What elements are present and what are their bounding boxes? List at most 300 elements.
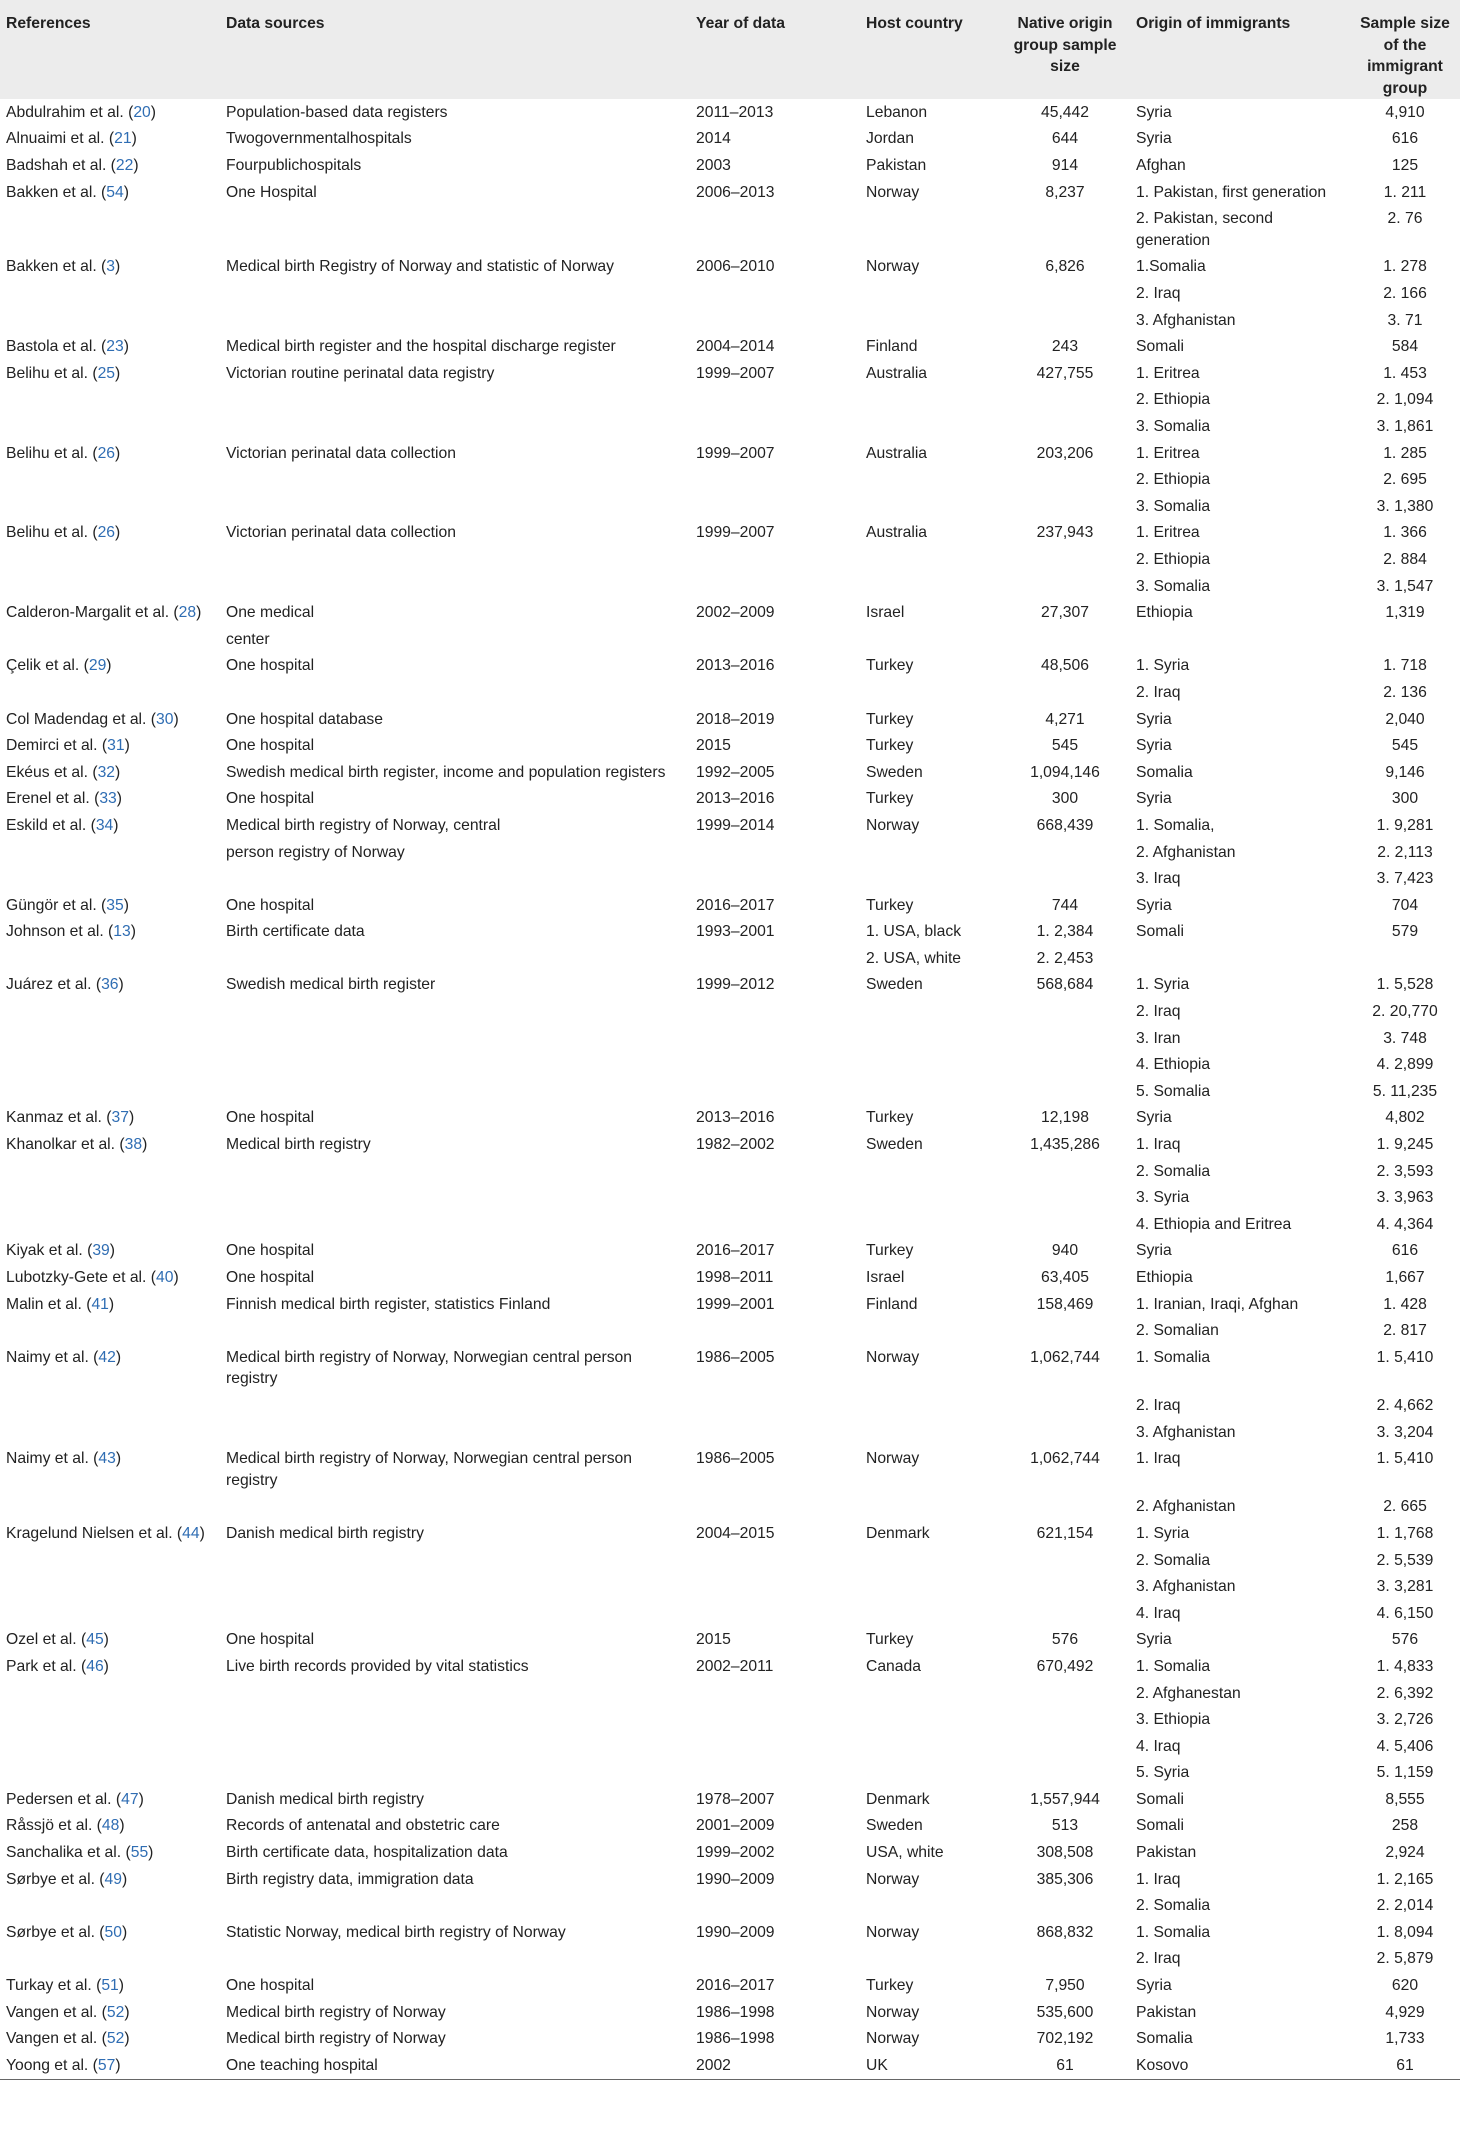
data-source-cell: person registry of Norway <box>226 843 405 861</box>
header-origin-of-immigrants: Origin of immigrants <box>1136 15 1291 32</box>
year-cell: 2013–2016 <box>696 790 775 808</box>
immigrant-sample-cell: 3. 3,963 <box>1376 1189 1434 1207</box>
reference-cell: Badshah et al. (22) <box>6 157 139 175</box>
table-row <box>0 812 1460 839</box>
reference-cell <box>0 1318 220 1345</box>
reference-cell <box>0 679 220 706</box>
table-row <box>0 1025 1460 1052</box>
immigrant-sample-cell: 1. 718 <box>1383 657 1427 675</box>
immigrant-sample-cell: 616 <box>1391 130 1419 148</box>
native-sample-cell <box>1000 1211 1130 1238</box>
immigrant-sample-cell: 2. 5,879 <box>1376 1950 1434 1968</box>
year-cell <box>690 1078 860 1105</box>
origin-cell: 1. Somalia <box>1136 1348 1211 1366</box>
host-country-cell: Turkey <box>866 790 914 808</box>
origin-cell: Pakistan <box>1136 2003 1197 2021</box>
reference-cell: Malin et al. (41) <box>6 1295 115 1313</box>
year-cell: 2016–2017 <box>696 896 775 914</box>
reference-author: Khanolkar et al. <box>6 1136 116 1154</box>
host-country-cell: Denmark <box>866 1524 930 1542</box>
host-country-cell <box>860 1946 1000 1973</box>
year-cell: 2013–2016 <box>696 1109 775 1127</box>
reference-citation-link[interactable]: 46 <box>86 1657 104 1675</box>
reference-citation-link[interactable]: 25 <box>97 364 116 382</box>
reference-cell <box>0 307 220 334</box>
reference-citation-link[interactable]: 13 <box>113 923 131 941</box>
native-sample-cell <box>1000 307 1130 334</box>
immigrant-sample-cell: 4. 4,364 <box>1376 1215 1434 1233</box>
year-cell <box>690 414 860 441</box>
reference-citation-link[interactable]: 30 <box>156 710 174 728</box>
reference-citation-link[interactable]: 41 <box>91 1295 109 1313</box>
origin-cell: 1. Syria <box>1136 657 1190 675</box>
table-row <box>0 1627 1460 1654</box>
host-country-cell <box>860 206 1000 254</box>
year-cell <box>690 1707 860 1734</box>
native-sample-cell: 7,950 <box>1045 1977 1085 1995</box>
reference-citation-link[interactable]: 34 <box>95 816 114 834</box>
year-cell: 1999–2007 <box>696 444 775 462</box>
immigrant-sample-cell: 4. 5,406 <box>1376 1737 1434 1755</box>
reference-citation-link[interactable]: 42 <box>98 1348 116 1366</box>
table-row <box>0 759 1460 786</box>
native-sample-cell <box>1000 573 1130 600</box>
origin-cell: 2. Ethiopia <box>1136 471 1211 489</box>
reference-author: Yoong et al. <box>6 2056 89 2074</box>
immigrant-sample-cell: 1. 9,245 <box>1376 1136 1434 1154</box>
native-sample-cell <box>1000 1574 1130 1601</box>
reference-cell: Belihu et al. (25) <box>6 364 121 382</box>
origin-cell: Kosovo <box>1130 2052 1350 2079</box>
reference-author: Pedersen et al. <box>6 1790 112 1808</box>
reference-citation-link[interactable]: 40 <box>156 1269 174 1286</box>
data-source-cell <box>220 1547 690 1574</box>
table-row <box>0 254 1460 281</box>
immigrant-sample-cell: 2. 5,539 <box>1376 1551 1434 1569</box>
host-country-cell <box>860 1494 1000 1521</box>
table-row <box>0 839 1460 866</box>
reference-author: Calderon-Margalit et al. <box>6 604 170 622</box>
reference-cell: Johnson et al. (13) <box>6 923 136 941</box>
immigrant-sample-cell: 4. 6,150 <box>1376 1604 1434 1622</box>
host-country-cell: Finland <box>866 338 918 356</box>
reference-cell: Råssjö et al. (48) <box>6 1817 125 1835</box>
origin-cell: 1. Iraq <box>1136 1870 1181 1888</box>
data-source-cell <box>220 1318 690 1345</box>
data-source-cell: Finnish medical birth register, statistics Finland <box>226 1295 551 1313</box>
header-immigrant-sample-size: Sample size of the immigrant group <box>1360 15 1450 97</box>
year-cell: 1999–2007 <box>696 524 775 542</box>
immigrant-sample-cell: 2,040 <box>1385 710 1425 728</box>
data-source-cell <box>220 573 690 600</box>
year-cell: 1990–2009 <box>696 1923 775 1941</box>
reference-citation-link[interactable]: 49 <box>104 1870 122 1888</box>
host-country-cell: Sweden <box>866 976 923 994</box>
table-row <box>0 1392 1460 1419</box>
immigrant-sample-cell: 3. 1,380 <box>1376 497 1434 515</box>
native-sample-cell: 644 <box>1051 130 1079 148</box>
data-source-cell: Victorian routine perinatal data registry <box>226 364 495 382</box>
reference-cell: Bastola et al. (23) <box>6 338 129 356</box>
host-country-cell <box>860 1733 1000 1760</box>
data-source-cell: Medical birth Registry of Norway and statistic of Norway <box>226 258 614 276</box>
immigrant-sample-cell: 1. 211 <box>1383 183 1427 201</box>
year-cell <box>690 493 860 520</box>
reference-author: Kragelund Nielsen et al. <box>6 1524 173 1542</box>
host-country-cell <box>860 1158 1000 1185</box>
host-country-cell: Norway <box>866 1923 920 1941</box>
reference-cell: Ekéus et al. (32) <box>6 763 121 781</box>
year-cell <box>690 281 860 308</box>
table-row <box>0 1547 1460 1574</box>
year-cell: 2002 <box>690 2052 860 2079</box>
host-country-cell: Norway <box>866 2030 920 2048</box>
immigrant-sample-cell: 576 <box>1391 1631 1419 1649</box>
reference-cell <box>0 1419 220 1446</box>
origin-cell: 3. Iran <box>1136 1029 1181 1047</box>
year-cell: 2003 <box>696 157 731 175</box>
table-row <box>0 1419 1460 1446</box>
reference-citation-link[interactable]: 3 <box>106 258 116 276</box>
table-row <box>0 153 1460 180</box>
reference-cell <box>0 546 220 573</box>
data-source-cell <box>220 493 690 520</box>
reference-cell: Demirci et al. (31) <box>6 737 130 755</box>
reference-citation-link[interactable]: 32 <box>97 763 116 781</box>
native-sample-cell: 27,307 <box>1041 604 1089 622</box>
table-row <box>0 2052 1460 2079</box>
reference-author: Lubotzky-Gete et al. <box>6 1269 147 1286</box>
origin-cell: 2. Ethiopia <box>1136 550 1211 568</box>
reference-cell: Bakken et al. (54) <box>6 183 129 201</box>
year-cell <box>690 1733 860 1760</box>
data-source-cell <box>220 999 690 1026</box>
host-country-cell <box>860 1211 1000 1238</box>
table-row <box>0 1052 1460 1079</box>
native-sample-cell: 63,405 <box>1041 1269 1089 1286</box>
native-sample-cell: 12,198 <box>1041 1109 1089 1127</box>
origin-cell: Somali <box>1136 1817 1184 1835</box>
table-row <box>0 1653 1460 1680</box>
host-country-cell <box>860 387 1000 414</box>
native-sample-cell: 6,826 <box>1045 258 1085 276</box>
year-cell: 2001–2009 <box>696 1817 775 1835</box>
table-row <box>0 1893 1460 1920</box>
native-sample-cell: 535,600 <box>1036 2003 1094 2021</box>
origin-cell: 2. Afghanistan <box>1136 843 1236 861</box>
data-source-cell <box>220 945 690 972</box>
reference-citation-link[interactable]: 35 <box>106 896 124 914</box>
reference-author: Naimy et al. <box>6 1348 89 1366</box>
reference-author: Badshah et al. <box>6 157 107 175</box>
host-country-cell <box>860 1707 1000 1734</box>
immigrant-sample-cell: 2,924 <box>1385 1844 1425 1862</box>
data-source-cell: One hospital <box>226 1242 315 1260</box>
native-sample-cell <box>1000 1600 1130 1627</box>
origin-cell: Afghan <box>1136 157 1186 175</box>
native-sample-cell <box>1000 1760 1130 1787</box>
reference-cell: Erenel et al. (33) <box>6 790 122 808</box>
reference-citation-link[interactable]: 23 <box>106 338 124 356</box>
host-country-cell: Norway <box>866 258 920 276</box>
origin-cell: 1.Somalia <box>1136 258 1206 276</box>
immigrant-sample-cell: 61 <box>1350 2052 1460 2079</box>
reference-cell: Belihu et al. (26) <box>6 444 121 462</box>
data-source-cell: Medical birth registry <box>226 1136 371 1154</box>
host-country-cell <box>860 1318 1000 1345</box>
host-country-cell: Lebanon <box>866 103 928 121</box>
host-country-cell <box>860 467 1000 494</box>
origin-cell: Somali <box>1136 923 1184 941</box>
table-row <box>0 1973 1460 2000</box>
origin-cell: Syria <box>1136 130 1172 148</box>
year-cell: 2014 <box>696 130 731 148</box>
native-sample-cell: 621,154 <box>1036 1524 1094 1542</box>
reference-citation-link[interactable]: 38 <box>124 1136 143 1154</box>
native-sample-cell: 940 <box>1051 1242 1079 1260</box>
reference-citation-link[interactable]: 52 <box>106 2003 125 2021</box>
host-country-cell: Sweden <box>866 1136 923 1154</box>
data-source-cell <box>220 206 690 254</box>
table-row <box>0 1840 1460 1867</box>
immigrant-sample-cell: 1. 4,833 <box>1376 1657 1434 1675</box>
host-country-cell: Sweden <box>866 1817 923 1835</box>
data-source-cell: Medical birth registry of Norway <box>226 2030 446 2048</box>
reference-cell: Park et al. (46) <box>6 1657 109 1675</box>
year-cell: 1999–2002 <box>696 1844 775 1862</box>
origin-cell: 3. Ethiopia <box>1136 1711 1211 1729</box>
reference-cell: Vangen et al. (52) <box>6 2003 130 2021</box>
reference-author: Belihu et al. <box>6 444 88 462</box>
year-cell: 2002–2011 <box>696 1657 774 1675</box>
table-row <box>0 546 1460 573</box>
reference-author: Abdulrahim et al. <box>6 103 124 121</box>
table-row <box>0 1866 1460 1893</box>
reference-cell: Eskild et al. (34) <box>6 816 119 834</box>
reference-cell: Abdulrahim et al. (20) <box>6 103 156 121</box>
host-country-cell <box>860 307 1000 334</box>
native-sample-cell <box>1000 1547 1130 1574</box>
native-sample-cell <box>1000 414 1130 441</box>
reference-author: Park et al. <box>6 1657 77 1675</box>
year-cell: 2016–2017 <box>696 1242 775 1260</box>
origin-cell: Syria <box>1136 1631 1172 1649</box>
year-cell: 1999–2007 <box>696 364 775 382</box>
table-row <box>0 1707 1460 1734</box>
native-sample-cell <box>1000 206 1130 254</box>
reference-citation-link[interactable]: 22 <box>115 157 134 175</box>
origin-cell: 2. Iraq <box>1136 1396 1181 1414</box>
host-country-cell: UK <box>860 2052 1000 2079</box>
reference-citation-link[interactable]: 54 <box>106 183 124 201</box>
year-cell: 1998–2011 <box>696 1269 774 1286</box>
reference-cell <box>0 281 220 308</box>
reference-citation-link[interactable]: 29 <box>88 657 107 675</box>
reference-cell <box>0 414 220 441</box>
year-cell <box>690 999 860 1026</box>
table-row <box>0 706 1460 733</box>
data-source-cell: One Hospital <box>226 183 317 201</box>
immigrant-sample-cell: 3. 3,204 <box>1376 1423 1434 1441</box>
reference-cell: Çelik et al. (29) <box>6 657 112 675</box>
origin-cell: Pakistan <box>1136 1844 1197 1862</box>
origin-cell: 3. Somalia <box>1136 497 1211 515</box>
native-sample-cell: 1,435,286 <box>1030 1136 1100 1154</box>
origin-cell: 2. Iraq <box>1136 285 1181 303</box>
reference-citation-link[interactable]: 43 <box>98 1450 116 1468</box>
data-source-cell: Victorian perinatal data collection <box>226 524 456 542</box>
reference-citation-link[interactable]: 26 <box>97 524 116 542</box>
year-cell: 1999–2012 <box>696 976 775 994</box>
origin-cell: Somalia <box>1136 763 1193 781</box>
data-source-cell: Twogovernmentalhospitals <box>226 130 412 148</box>
reference-cell <box>0 1078 220 1105</box>
host-country-cell <box>860 546 1000 573</box>
table-row <box>0 1494 1460 1521</box>
data-source-cell <box>220 1707 690 1734</box>
table-row <box>0 1520 1460 1547</box>
year-cell <box>690 1392 860 1419</box>
reference-citation-link[interactable]: 26 <box>97 444 116 462</box>
table-row <box>0 126 1460 153</box>
native-sample-cell: 670,492 <box>1036 1657 1094 1675</box>
origin-cell: Syria <box>1136 710 1172 728</box>
immigrant-sample-cell: 620 <box>1391 1977 1419 1995</box>
reference-author: Johnson et al. <box>6 923 104 941</box>
year-cell: 2015 <box>696 737 731 755</box>
reference-citation-link[interactable]: 33 <box>99 790 117 808</box>
data-source-cell: Medical birth registry of Norway, central <box>226 816 501 834</box>
table-row <box>0 892 1460 919</box>
host-country-cell: Turkey <box>866 1631 914 1649</box>
immigrant-sample-cell <box>1350 626 1460 653</box>
host-country-cell <box>860 1574 1000 1601</box>
table-row <box>0 1446 1460 1494</box>
table-row <box>0 999 1460 1026</box>
data-source-cell <box>220 1574 690 1601</box>
table-row <box>0 307 1460 334</box>
immigrant-sample-cell: 1,319 <box>1385 604 1425 622</box>
native-sample-cell: 744 <box>1051 896 1079 914</box>
reference-citation-link[interactable]: 50 <box>104 1923 122 1941</box>
reference-cell: Sørbye et al. (50) <box>6 1923 128 1941</box>
reference-citation-link[interactable]: 47 <box>121 1790 139 1808</box>
data-source-cell <box>220 1733 690 1760</box>
data-source-cell <box>220 1392 690 1419</box>
data-source-cell: Live birth records provided by vital statistics <box>226 1657 529 1675</box>
reference-citation-link[interactable]: 52 <box>106 2030 125 2048</box>
data-source-cell <box>220 1600 690 1627</box>
host-country-cell: USA, white <box>866 1844 944 1862</box>
reference-cell: Naimy et al. (42) <box>6 1348 122 1366</box>
reference-cell <box>0 999 220 1026</box>
year-cell <box>690 679 860 706</box>
table-row <box>0 206 1460 254</box>
reference-cell: Alnuaimi et al. (21) <box>6 130 137 148</box>
immigrant-sample-cell: 1. 428 <box>1383 1295 1427 1313</box>
table-row <box>0 440 1460 467</box>
host-country-cell: Turkey <box>866 710 914 728</box>
year-cell <box>690 1946 860 1973</box>
reference-author: Ekéus et al. <box>6 763 88 781</box>
reference-author: Bakken et al. <box>6 183 97 201</box>
host-country-cell: Israel <box>866 604 905 622</box>
immigrant-sample-cell: 5. 11,235 <box>1372 1082 1438 1100</box>
reference-citation-link[interactable]: 45 <box>86 1631 104 1649</box>
table-row <box>0 919 1460 946</box>
data-source-cell <box>220 1185 690 1212</box>
year-cell: 1992–2005 <box>696 763 775 781</box>
data-source-cell: Medical birth register and the hospital discharge register <box>226 338 616 356</box>
immigrant-sample-cell: 2. 695 <box>1383 471 1427 489</box>
table-row <box>0 493 1460 520</box>
header-host-country: Host country <box>866 15 963 32</box>
reference-cell: Pedersen et al. (47) <box>6 1790 144 1808</box>
immigrant-sample-cell: 4,929 <box>1385 2003 1425 2021</box>
reference-author: Kiyak et al. <box>6 1242 83 1260</box>
host-country-cell: Finland <box>866 1295 918 1313</box>
origin-cell: 5. Somalia <box>1136 1082 1211 1100</box>
reference-citation-link[interactable]: 48 <box>101 1817 120 1835</box>
origin-cell: 5. Syria <box>1136 1764 1190 1782</box>
reference-citation-link[interactable]: 44 <box>182 1524 200 1542</box>
native-sample-cell: 203,206 <box>1036 444 1094 462</box>
reference-author: Ozel et al. <box>6 1631 77 1649</box>
native-sample-cell: 1,094,146 <box>1030 763 1100 781</box>
reference-citation-link[interactable]: 21 <box>114 130 132 148</box>
data-source-cell: One medical <box>226 604 315 622</box>
data-source-cell: One hospital database <box>226 710 383 728</box>
table-row <box>0 1946 1460 1973</box>
native-sample-cell <box>1000 493 1130 520</box>
year-cell <box>690 839 860 866</box>
header-year-of-data: Year of data <box>696 15 785 32</box>
reference-citation-link[interactable]: 36 <box>101 976 119 994</box>
reference-citation-link[interactable]: 28 <box>178 604 197 622</box>
reference-cell <box>0 573 220 600</box>
reference-cell <box>0 1893 220 1920</box>
host-country-cell: Turkey <box>866 657 914 675</box>
year-cell: 1986–1998 <box>696 2003 775 2021</box>
host-country-cell: Canada <box>866 1657 921 1675</box>
immigrant-sample-cell: 1. 2,165 <box>1376 1870 1434 1888</box>
reference-citation-link[interactable]: 51 <box>101 1977 119 1995</box>
reference-author: Juárez et al. <box>6 976 92 994</box>
origin-cell: 2. Somalia <box>1136 1162 1211 1180</box>
data-source-cell: One hospital <box>226 1631 315 1649</box>
native-sample-cell: 243 <box>1051 338 1079 356</box>
reference-citation-link[interactable]: 57 <box>97 2056 116 2074</box>
data-source-cell <box>220 1025 690 1052</box>
reference-cell: Sanchalika et al. (55) <box>6 1844 154 1862</box>
table-row <box>0 1211 1460 1238</box>
native-sample-cell <box>1000 866 1130 893</box>
data-source-cell <box>220 387 690 414</box>
immigrant-sample-cell: 1. 366 <box>1383 524 1427 542</box>
table-row <box>0 600 1460 627</box>
reference-citation-link[interactable]: 39 <box>92 1242 110 1260</box>
reference-citation-link[interactable]: 55 <box>130 1844 149 1862</box>
reference-citation-link[interactable]: 37 <box>111 1109 129 1127</box>
reference-citation-link[interactable]: 31 <box>107 737 125 755</box>
native-sample-cell <box>1000 1733 1130 1760</box>
reference-cell <box>0 1025 220 1052</box>
reference-cell <box>0 1707 220 1734</box>
reference-author: Alnuaimi et al. <box>6 130 105 148</box>
reference-citation-link[interactable]: 20 <box>133 103 151 121</box>
native-sample-cell <box>1000 1158 1130 1185</box>
year-cell <box>690 1547 860 1574</box>
